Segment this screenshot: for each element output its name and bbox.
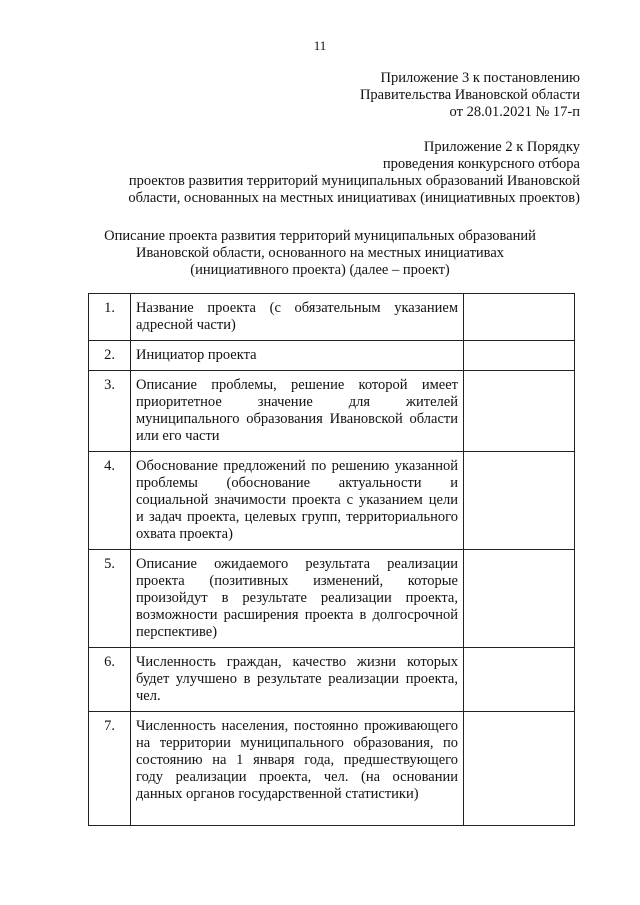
annex-decree-line: от 28.01.2021 № 17-п [449,104,580,120]
table-row [89,550,575,648]
row-description [131,371,464,452]
row-description [131,550,464,648]
annex-procedure-line: проведения конкурсного отбора [382,156,580,172]
description-line: возможности расширения проекта в долгосрочной [136,607,458,623]
description-line: и задач проекта, целевых групп, территориального [136,509,458,525]
annex-procedure-header [100,139,580,207]
description-line: перспективе) [136,624,218,640]
annex-decree-line: Приложение 3 к постановлению [380,70,580,86]
row-number: 7. [89,712,131,826]
description-line: муниципального образования Ивановской области [136,411,458,427]
row-description [131,341,464,371]
description-line: Численность населения, постоянно проживающего [136,718,458,734]
row-value-cell[interactable] [464,452,575,550]
description-line: Название проекта (с обязательным указанием [136,300,458,316]
description-line: Описание ожидаемого результата реализации [136,556,458,572]
document-title [60,228,580,279]
row-value-cell[interactable] [464,371,575,452]
description-line: проекта (позитивных изменений, которые [136,573,458,589]
row-description [131,294,464,341]
row-number: 2. [89,341,131,371]
description-line: состоянию на 1 января года, предшествующего [136,752,458,768]
description-line: адресной части) [136,317,236,333]
annex-procedure-line: проектов развития территорий муниципальных образований Ивановской [128,173,580,189]
table-row [89,648,575,712]
row-value-cell[interactable] [464,550,575,648]
description-line: данных органов государственной статистики) [136,786,419,802]
row-number: 4. [89,452,131,550]
annex-procedure-line: Приложение 2 к Порядку [423,139,580,155]
table-row [89,294,575,341]
description-line: проблемы (обоснование актуальности и [136,475,458,491]
description-line: охвата проекта) [136,526,233,542]
annex-decree-header [360,70,580,121]
row-number: 5. [89,550,131,648]
table-row [89,712,575,826]
row-description [131,648,464,712]
row-number: 3. [89,371,131,452]
description-line: или его части [136,428,220,444]
description-line: чел. [136,688,161,704]
title-line: Описание проекта развития территорий муниципальных образований [104,228,536,244]
row-description [131,712,464,826]
row-value-cell[interactable] [464,712,575,826]
description-line: социальной значимости проекта с указанием цели [136,492,458,508]
table-row [89,452,575,550]
row-value-cell[interactable] [464,648,575,712]
row-value-cell[interactable] [464,294,575,341]
row-description [131,452,464,550]
description-line: на территории муниципального образования, по [136,735,458,751]
description-line: году реализации проекта, чел. (на основании [136,769,458,785]
row-value-cell[interactable] [464,341,575,371]
row-number: 1. [89,294,131,341]
project-description-table [88,293,575,826]
description-line: будет улучшено в результате реализации проекта, [136,671,458,687]
annex-procedure-line: области, основанных на местных инициативах (инициативных проектов) [128,190,580,206]
title-line: (инициативного проекта) (далее – проект) [190,262,450,278]
description-line: Описание проблемы, решение которой имеет [136,377,458,393]
table-row [89,341,575,371]
row-number: 6. [89,648,131,712]
description-line: произойдут в результате реализации проекта, [136,590,458,606]
annex-decree-line: Правительства Ивановской области [359,87,580,103]
page-number: 11 [313,38,327,53]
table-row [89,371,575,452]
description-line: Численность граждан, качество жизни которых [136,654,458,670]
description-line: Обоснование предложений по решению указанной [136,458,458,474]
description-line: Инициатор проекта [136,347,257,363]
title-line: Ивановской области, основанного на местных инициативах [135,245,505,261]
description-line: приоритетное значение для жителей [136,394,458,410]
